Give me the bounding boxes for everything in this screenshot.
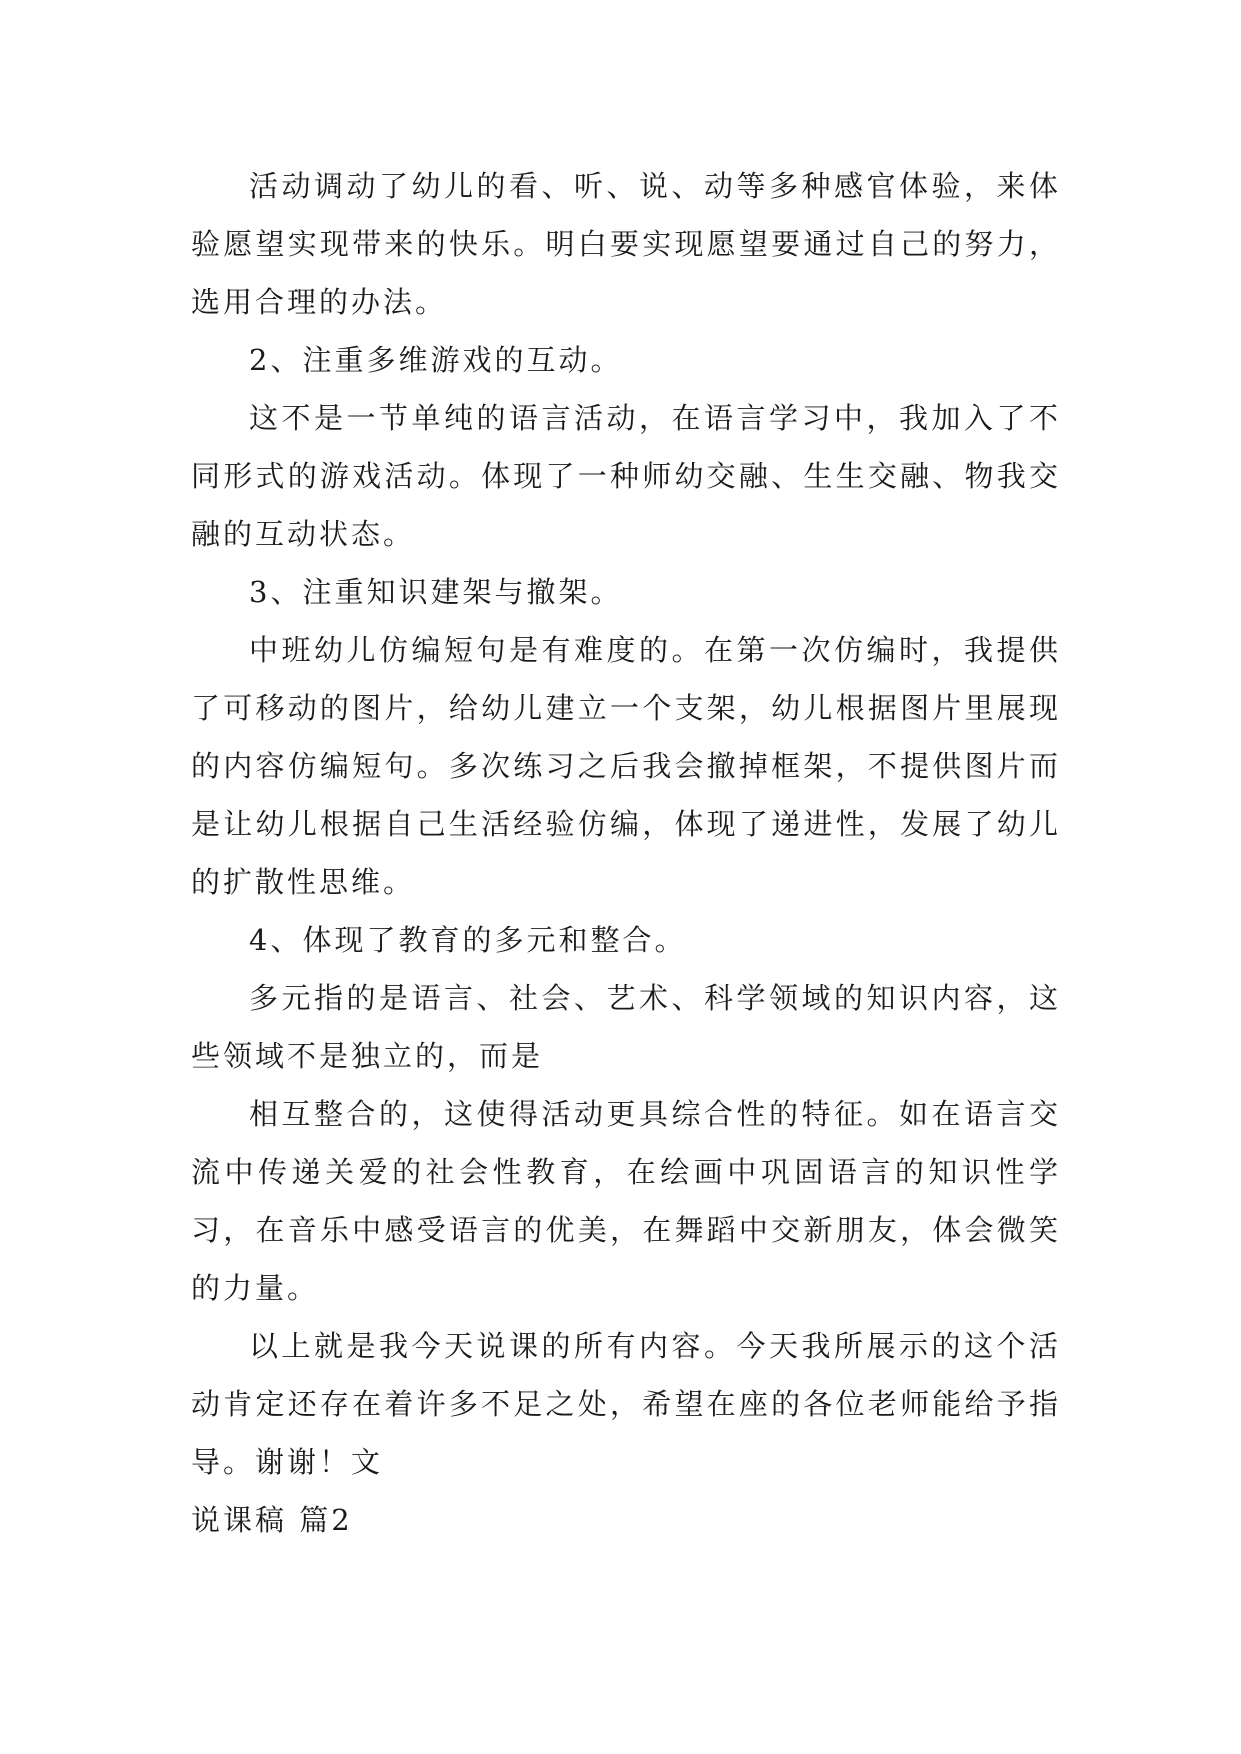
paragraph: 活动调动了幼儿的看、听、说、动等多种感官体验，来体验愿望实现带来的快乐。明白要实现愿望要通过自己的努力，选用合理的办法。 xyxy=(191,169,1061,319)
document-body xyxy=(191,157,1061,1549)
list-heading: 2、注重多维游戏的互动。 xyxy=(249,343,623,377)
paragraph: 中班幼儿仿编短句是有难度的。在第一次仿编时，我提供了可移动的图片，给幼儿建立一个支架，幼儿根据图片里展现的内容仿编短句。多次练习之后我会撤掉框架，不提供图片而是让幼儿根据自己生活经验仿编，体现了递进性，发展了幼儿的扩散性思维。 xyxy=(191,633,1061,899)
paragraph: 这不是一节单纯的语言活动，在语言学习中，我加入了不同形式的游戏活动。体现了一种师幼交融、生生交融、物我交融的互动状态。 xyxy=(191,401,1061,551)
list-heading: 4、体现了教育的多元和整合。 xyxy=(249,923,687,957)
paragraph: 多元指的是语言、社会、艺术、科学领域的知识内容，这些领域不是独立的，而是 xyxy=(191,981,1061,1073)
section-heading: 说课稿 篇2 xyxy=(191,1503,353,1537)
list-heading: 3、注重知识建架与撤架。 xyxy=(249,575,623,609)
paragraph: 以上就是我今天说课的所有内容。今天我所展示的这个活动肯定还存在着许多不足之处，希望在座的各位老师能给予指导。谢谢！文 xyxy=(191,1329,1061,1479)
paragraph: 相互整合的，这使得活动更具综合性的特征。如在语言交流中传递关爱的社会性教育，在绘画中巩固语言的知识性学习，在音乐中感受语言的优美，在舞蹈中交新朋友，体会微笑的力量。 xyxy=(191,1097,1061,1305)
